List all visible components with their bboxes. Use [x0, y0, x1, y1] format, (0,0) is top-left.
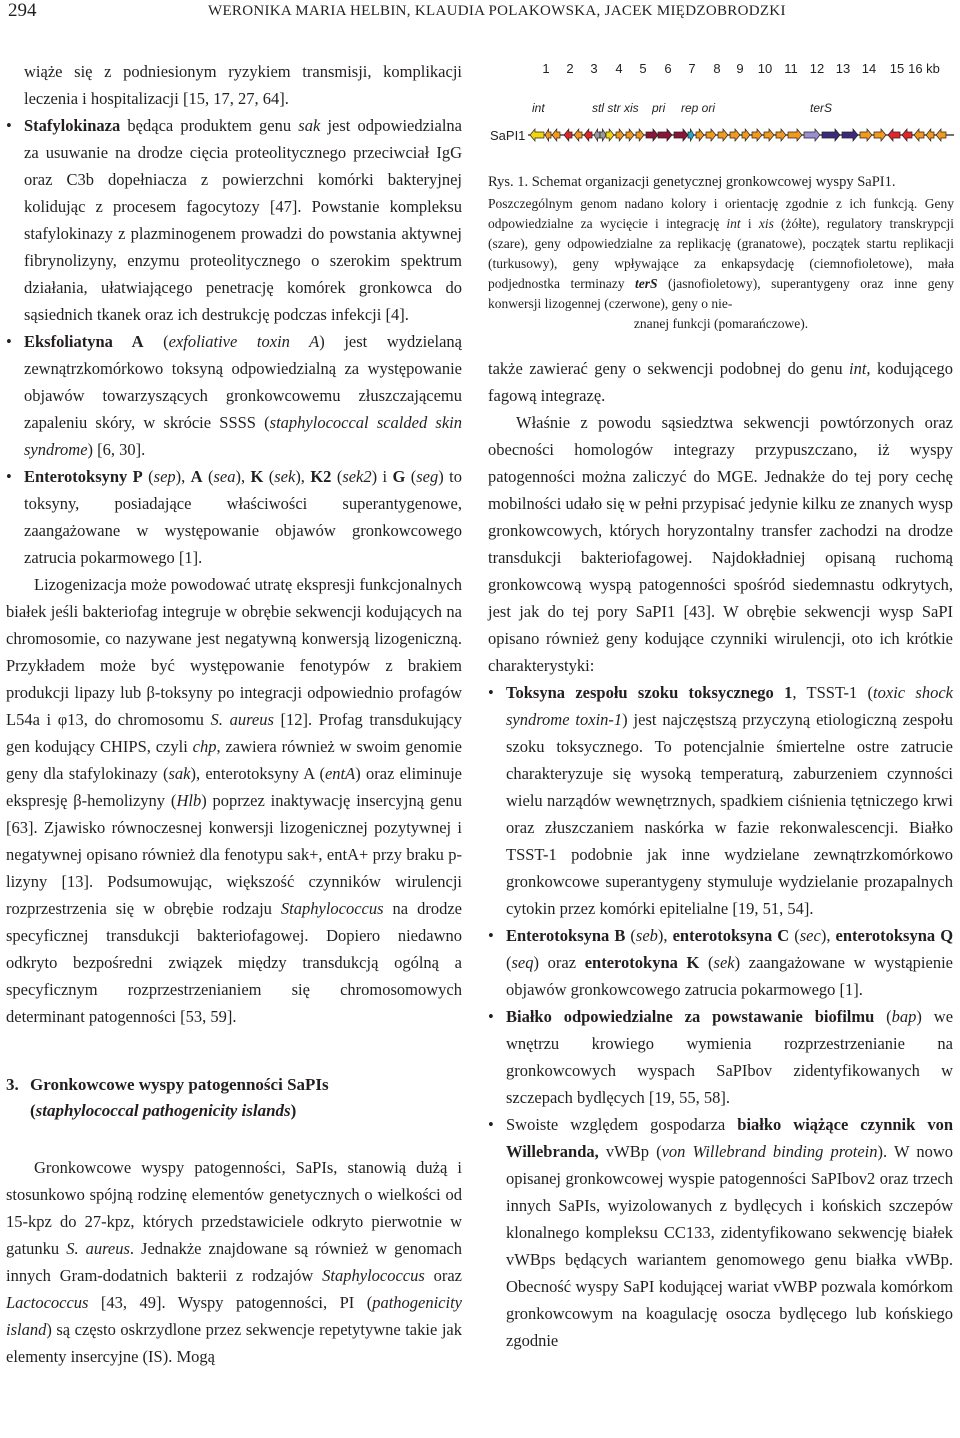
scale-label: 11 [784, 61, 798, 76]
gene-arrow [606, 129, 614, 141]
page-number: 294 [8, 0, 37, 21]
gene-arrow [842, 129, 858, 141]
gene-arrow [914, 129, 924, 141]
scale-labels [542, 61, 940, 76]
gene-arrow [626, 129, 634, 141]
gene-arrow [706, 129, 716, 141]
paragraph-sapis: Gronkowcowe wyspy patogenności, SaPIs, stanowią dużą i stosunkowo spójną rodzinę elementów genetycznych o wielkości od 15-kpz do 27-kpz, których przedstawiciele odkryto pierwotnie w gatunku S. aureus. Jednakże znajdowane są również w genomach innych Gram-dodatnich bakterii z rodzajów Staphylococcus oraz Lactococcus [43, 49]. Wyspy patogenności, PI (pathogenicity island) są często oskrzydlone przez sekwencje repetytywne takie jak elementy insercyjne (IS). Mogą [6, 1158, 462, 1366]
bullet-list-left [6, 112, 462, 571]
track-label: SaPI1 [490, 128, 526, 143]
gene-arrow [584, 129, 592, 141]
gene-label-ters: terS [810, 101, 833, 115]
gene-arrow [545, 129, 551, 141]
gene-arrow [764, 129, 774, 141]
list-item-tsst1: • Toksyna zespołu szoku toksycznego 1, TSST-1 (toxic shock syndrome toxin-1) jest najczęstszą przyczyną etiologiczną zespołu szoku toksycznego. To potencjalnie śmiertelne ostre zatrucie charakteryzuje się wysoką temperaturą, zaburzeniem czynności wielu narządów wewnętrznych, spadkiem ciśnienia tętniczego krwi oraz złuszczaniem naskórka w fazie rekonwalescencji. Białko TSST-1 podobnie jak inne wydzielane zewnątrzkomórkowo gronkowcowe superantygeny stymuluje wydzielanie prozapalnych cytokin przez komórki epitelialne [19, 51, 54]. [488, 679, 953, 922]
list-item-enterotoksyny: • Enterotoksyny P (sep), A (sea), K (sek), K2 (sek2) i G (seg) to toksyny, posiadające właściwości superantygenowe, zaangażowane w występowanie objawów gronkowcowego zatrucia pokarmowego [1]. [6, 463, 462, 571]
scale-label: 14 [861, 61, 877, 76]
gene-labels [532, 101, 832, 115]
gene-label-int: int [532, 101, 545, 115]
scale-label: 7 [688, 61, 696, 76]
gene-label-rep-ori: rep ori [681, 101, 716, 115]
gene-arrow [874, 129, 886, 141]
gene-arrow [860, 129, 872, 141]
scale-label: 3 [590, 61, 598, 76]
gene-arrow [742, 129, 750, 141]
scale-label: 6 [664, 61, 672, 76]
section-heading: 3. Gronkowcowe wyspy patogenności SaPIs (staphylococcal pathogenicity islands) [6, 1075, 329, 1120]
gene-arrow [636, 129, 644, 141]
paragraph-continued: wiąże się z podniesionym ryzykiem transmisji, komplikacji leczenia i hospitalizacji [15, 17, 27, 64]. [24, 62, 462, 108]
gene-map-svg [488, 58, 958, 158]
right-column [488, 355, 953, 1354]
scale-label: 12 [809, 61, 825, 76]
list-item-enterotoksyna-b: • Enterotoksyna B (seb), enterotoksyna C (sec), enterotoksyna Q (seq) oraz enterotokyna K (sek) zaangażowane w wystąpienie objawów gronkowcowego zatrucia pokarmowego [1]. [488, 922, 953, 1003]
sapi1-gene-map [488, 58, 958, 158]
list-item-vwbp: • Swoiste względem gospodarza białko wiążące czynnik von Willebranda, vWBp (von Willebrand binding protein). W nowo opisanej gronkowcowej wyspie patogenności SaPIbov2 oraz trzech innych SaPIs, wyizolowanych z bydlęcych i końskich szczepów klonalnego kompleksu CC133, zidentyfikowano sekwencję białek vWBps będących wariantem genomowego genu białka vWBp. Obecność wyspy SaPI kodującej wariat vWBP pozwala komórkom gronkowcowym na koagulację osocza bydlęcego lub końskiego zgodnie [488, 1111, 953, 1354]
gene-arrow [730, 129, 740, 141]
gene-arrow [594, 129, 600, 141]
gene-label-stl-str-xis: stl str xis [592, 101, 639, 115]
gene-arrow [574, 129, 582, 141]
scale-label: 13 [835, 61, 851, 76]
gene-arrow [696, 129, 704, 141]
gene-arrow [600, 129, 606, 141]
list-item-biofilm: • Białko odpowiedzialne za powstawanie biofilmu (bap) we wnętrzu krowiego wymienia rozprzestrzenianie na gronkowcowych wyspach SaPIbov zidentyfikowanych w szczepach bydlęcych [19, 55, 58]. [488, 1003, 953, 1111]
scale-label: 9 [736, 61, 744, 76]
gene-arrow [902, 129, 912, 141]
gene-arrow [552, 129, 560, 141]
scale-label: 10 [757, 61, 773, 76]
gene-arrow [718, 129, 728, 141]
scale-label: 2 [566, 61, 574, 76]
gene-arrow [788, 129, 802, 141]
gene-arrow [674, 129, 688, 141]
list-item-eksfoliatyna: • Eksfoliatyna A (exfoliative toxin A) jest wydzielaną zewnątrzkomórkowo toksyną odpowiedzialną za występowanie objawów towarzyszących gronkowcowemu złuszczającemu zapaleniu skóry, w skrócie SSSS (staphylococcal scalded skin syndrome) [6, 30]. [6, 328, 462, 463]
gene-arrow [822, 129, 840, 141]
gene-arrow [926, 129, 934, 141]
scale-label: 16 kb [908, 61, 940, 76]
paragraph-int: także zawierać geny o sekwencji podobnej do genu int, kodującego fagową integrazę. [488, 359, 953, 405]
scale-label: 8 [713, 61, 721, 76]
gene-arrow [752, 129, 762, 141]
gene-arrow [658, 129, 672, 141]
paragraph-mge: Właśnie z powodu sąsiedztwa sekwencji powtórzonych oraz obecności homologów integrazy przypuszczano, iż wyspy patogenności można zaliczyć do MGE. Jednakże do tej pory cechę mobilności udało się w pełni przypisać jedynie kilku ze znanych wysp gronkowcowych, których horyzontalny transfer zachodzi na drodze transdukcji bakteriofagowej. Najdokładniej opisaną ruchomą gronkowcową wyspą patogenności spośród siedemnastu odkrytych, jest jak do tej pory SaPI1 [43]. W obrębie sekwencji wysp SaPI opisano również geny kodujące czynniki wirulencji, oto ich krótkie charakterystyki: [488, 413, 953, 675]
paragraph-lizogenizacja: Lizogenizacja może powodować utratę ekspresji funkcjonalnych białek jeśli bakteriofag integruje w obrębie sekwencji kodujących na chromosomie, co nazywane jest negatywną konwersją lizogeniczną. Przykładem może być występowanie fenotypów z brakiem produkcji lipazy lub β-toksyny po integracji odpowiednio profagów L54a i φ13, do chromosomu S. aureus [12]. Profag transdukujący gen kodujący CHIPS, czyli chp, zawiera również w swoim genomie geny dla stafylokinazy (sak), enterotoksyny A (entA) oraz eliminuje ekspresję β-hemolizyny (Hlb) poprzez inaktywację insercyjną genu [63]. Zjawisko równoczesnej konwersji lizogenicznej pozytywnej i negatywnej opisano również dla fenotypu sak+, entA+ przy braku p-lizyny [13]. Podsumowując, większość czynników wirulencji rozprzestrzenia się w obrębie rodzaju Staphylococcus na drodze specyficznej transdukcji bakteriofagowej. Dopiero niedawno odkryto bezpośredni związek między transdukcją ogólną a specyficznym rozprzestrzenianiem się chromosomowych determinant patogenności [53, 59]. [6, 575, 463, 1026]
gene-arrow [888, 129, 900, 141]
gene-arrow [646, 129, 658, 141]
gene-label-pri: pri [652, 101, 666, 115]
scale-label: 15 [889, 61, 905, 76]
gene-arrow [564, 129, 572, 141]
scale-label: 5 [639, 61, 647, 76]
caption-title: Rys. 1. Schemat organizacji genetycznej gronkowcowej wyspy SaPI1. [488, 174, 896, 190]
scale-label: 4 [615, 61, 623, 76]
left-column [6, 58, 462, 1370]
gene-arrow [776, 129, 786, 141]
bullet-list-right [488, 679, 953, 1354]
gene-arrow [616, 129, 624, 141]
gene-arrow [530, 129, 544, 141]
gene-arrow [688, 129, 694, 141]
list-item-stafylokinaza: • Stafylokinaza będąca produktem genu sak jest odpowiedzialna za usuwanie na drodze cięcia proteolitycznego przeciwciał IgG oraz C3b dopełniacza z powierzchni komórki bakteryjnej kolidując z procesem fagocytozy [47]. Powstanie kompleksu stafylokinazy z plazminogenem prowadzi do powstania aktywnej fibrynolizyny, enzymu proteolitycznego o szerokim spektrum działania, ułatwiającego penetrację komórek gronkowca do sąsiednich tkanek oraz ich destrukcję podczas infekcji [4]. [6, 112, 462, 328]
page-header [0, 0, 960, 30]
gene-arrow [804, 129, 820, 141]
scale-label: 1 [542, 61, 550, 76]
gene-arrow [936, 129, 946, 141]
figure-caption: Rys. 1. Schemat organizacji genetycznej gronkowcowej wyspy SaPI1. Poszczególnym genom nadano kolory i orientację zgodnie z ich funkcją. Geny odpowiedzialne za wycięcie i integrację int i xis (żółte), regulatory transkrypcji (szare), geny odpowiedzialne za replikację (granatowe), początek startu replikacji (turkusowy), geny wpływające za enkapsydację (ciemnofioletowe), mała podjednostka terminazy terS (jasnofioletowy), superantygeny oraz inne geny konwersji lizogennej (czerwone), geny o nie- znanej funkcji (pomarańczowe). [488, 174, 955, 331]
running-head: WERONIKA MARIA HELBIN, KLAUDIA POLAKOWSKA, JACEK MIĘDZOBRODZKI [208, 3, 786, 19]
